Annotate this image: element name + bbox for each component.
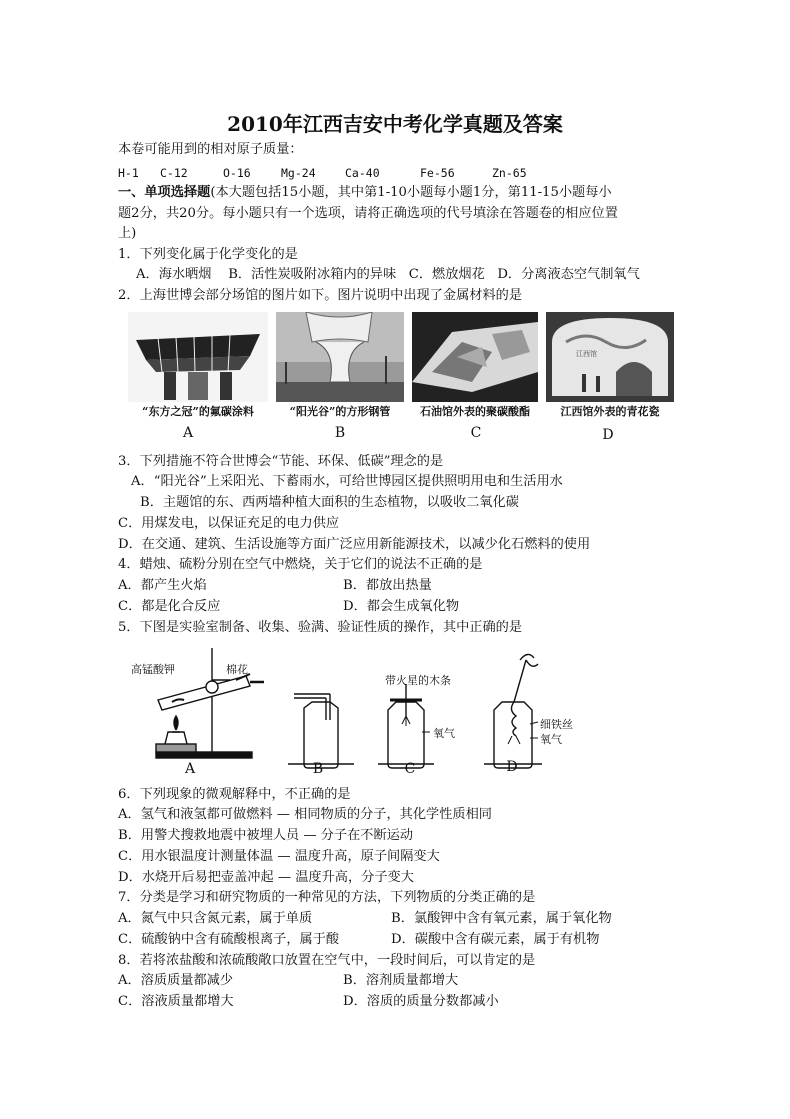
q6-stem: 6．下列现象的微观解释中，不正确的是 [118, 787, 351, 802]
q4-stem: 4．蜡烛、硫粉分别在空气中燃烧，关于它们的说法不正确的是 [118, 557, 483, 572]
photo-b [276, 312, 404, 402]
q3-option-d: D．在交通、建筑、生活设施等方面广泛应用新能源技术，以减少化石燃料的使用 [118, 537, 591, 552]
section1-heading: 一、单项选择题 [118, 185, 211, 200]
q8-option-b: B．溶剂质量都增大 [343, 973, 459, 988]
q2-stem: 2．上海世博会部分场馆的图片如下。图片说明中出现了金属材料的是 [118, 288, 523, 303]
q4-option-c: C．都是化合反应 [118, 599, 221, 614]
q7-option-d: D．碳酸中含有碳元素，属于有机物 [391, 932, 600, 947]
q4-option-d: D．都会生成氧化物 [343, 599, 460, 614]
q8-option-a: A．溶质质量都减少 [118, 973, 234, 988]
q2-caption-b: “阳光谷”的方形钢管 [289, 405, 391, 418]
q5-stem: 5．下图是实验室制备、收集、验满、验证性质的操作，其中正确的是 [118, 620, 523, 635]
intro-text: 本卷可能用到的相对原子质量： [118, 142, 303, 157]
q7-option-a: A．氮气中只含氮元素，属于单质 [118, 911, 313, 926]
q5-letter-d: D [506, 759, 518, 775]
q5-label-cotton: 棉花 [226, 663, 248, 676]
mass-h: H-1 [118, 166, 139, 180]
mass-mg: Mg-24 [281, 166, 316, 180]
mass-fe: Fe-56 [420, 166, 455, 180]
photo-d [546, 312, 674, 402]
q5-label-oxygen-c: 氧气 [433, 727, 455, 740]
q4-option-a: A．都产生火焰 [118, 578, 207, 593]
q5-label-kmno4: 高锰酸钾 [131, 663, 175, 676]
mass-ca: Ca-40 [345, 166, 380, 180]
q4-option-b: B．都放出热量 [343, 578, 432, 593]
q2-letter-c: C [470, 425, 482, 441]
section1-line3: 上) [118, 226, 137, 241]
q6-option-a: A．氢气和液氢都可做燃料 — 相同物质的分子，其化学性质相同 [118, 807, 492, 822]
q7-stem: 7．分类是学习和研究物质的一种常见的方法，下列物质的分类正确的是 [118, 890, 536, 905]
photo-d-sign: 江西馆 [576, 350, 597, 358]
q6-option-b: B．用警犬搜救地震中被埋人员 — 分子在不断运动 [118, 828, 414, 843]
q5-label-oxygen-d: 氧气 [540, 733, 562, 746]
q1-stem: 1．下列变化属于化学变化的是 [118, 247, 298, 262]
q6-option-d: D．水烧开后易把壶盖冲起 — 温度升高，分子变大 [118, 870, 414, 885]
photo-c [412, 312, 538, 402]
q3-option-b: B．主题馆的东、西两墙种植大面积的生态植物，以吸收二氧化碳 [140, 495, 519, 510]
q2-photos [128, 312, 674, 402]
q2-letter-b: B [334, 425, 346, 441]
q5-letter-b: B [312, 761, 324, 777]
q3-option-c: C．用煤发电，以保证充足的电力供应 [118, 516, 340, 531]
q8-option-c: C．溶液质量都增大 [118, 994, 234, 1009]
q1-options: A．海水晒烟 B．活性炭吸附冰箱内的异味 C．燃放烟花 D．分离液态空气制氧气 [136, 267, 640, 282]
q2-letter-d: D [602, 427, 614, 443]
q2-letter-a: A [182, 425, 194, 441]
section1-line2: 题2分，共20分。每小题只有一个选项，请将正确选项的代号填涂在答题卷的相应位置 [118, 206, 618, 221]
photo-a [128, 312, 268, 402]
q5-label-splint: 带火星的木条 [385, 674, 451, 687]
q6-option-c: C．用水银温度计测量体温 — 温度升高，原子间隔变大 [118, 849, 440, 864]
q3-stem: 3．下列措施不符合世博会“节能、环保、低碳”理念的是 [118, 454, 444, 469]
mass-zn: Zn-65 [492, 166, 527, 180]
q2-caption-a: “东方之冠”的氟碳涂料 [142, 405, 254, 418]
q5-label-iron-wire: 细铁丝 [540, 718, 573, 731]
q7-option-c: C．硫酸钠中含有硫酸根离子，属于酸 [118, 932, 340, 947]
q5-letter-c: C [404, 761, 416, 777]
q3-option-a: A．“阳光谷”上采阳光、下蓄雨水，可给世博园区提供照明用电和生活用水 [131, 474, 563, 489]
page-title: 2010年江西吉安中考化学真题及答案 [227, 112, 563, 136]
q2-caption-c: 石油馆外表的聚碳酸酯 [420, 405, 530, 418]
q2-caption-d: 江西馆外表的青花瓷 [560, 405, 660, 418]
q7-option-b: B．氯酸钾中含有氧元素，属于氧化物 [391, 911, 612, 926]
mass-o: O-16 [223, 166, 251, 180]
q5-letter-a: A [184, 761, 196, 777]
q8-option-d: D．溶质的质量分数都减小 [343, 994, 499, 1009]
section1-line1 [118, 184, 612, 202]
q8-stem: 8．若将浓盐酸和浓硫酸敞口放置在空气中，一段时间后，可以肯定的是 [118, 953, 536, 968]
section1-text1: (本大题包括15小题，其中第1-10小题每小题1分，第11-15小题每小 [210, 185, 612, 200]
mass-c: C-12 [160, 166, 188, 180]
